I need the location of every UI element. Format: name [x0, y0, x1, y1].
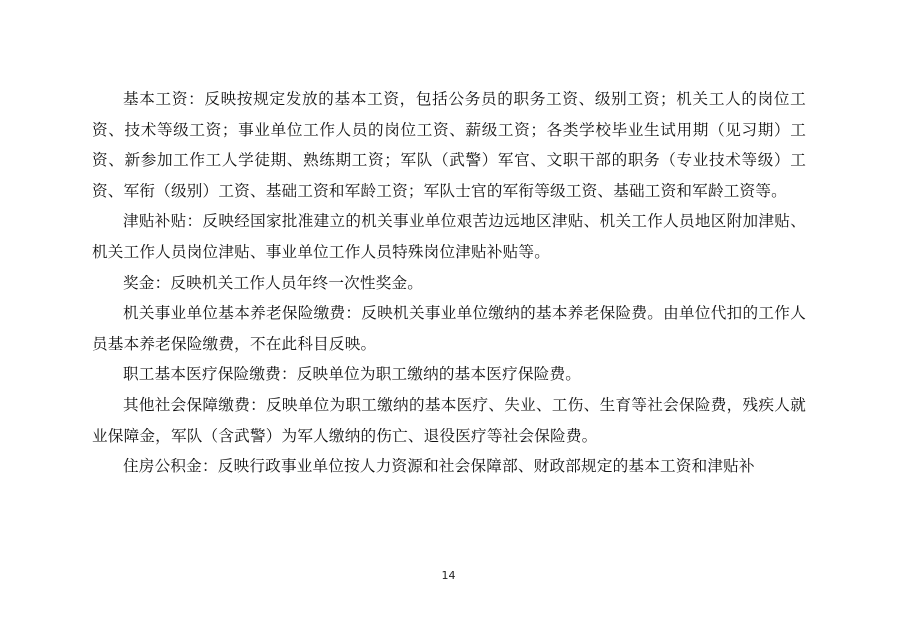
paragraph-text: ：反映机关工作人员年终一次性奖金。	[154, 273, 424, 292]
paragraph-term: 基本工资	[123, 90, 189, 108]
paragraph-bonus	[92, 268, 806, 299]
paragraph-basic-salary	[92, 84, 806, 206]
paragraph-text: ：反映经国家批准建立的机关事业单位艰苦边远地区津贴、机关工作人员地区附加津贴、机关工作人员岗位津贴、事业单位工作人员特殊岗位津贴补贴等。	[92, 212, 806, 261]
paragraph-text: ：反映单位为职工缴纳的基本医疗保险费。	[280, 365, 582, 384]
paragraph-text: ：反映按规定发放的基本工资，包括公务员的职务工资、级别工资；机关工人的岗位工资、技术等级工资；事业单位工作人员的岗位工资、薪级工资；各类学校毕业生试用期（见习期）工资、新参加工作工人学徒期、熟练期工资；军队（武警）军官、文职干部的职务（专业技术等级）工资、军衔（级别）工资、基础工资和军龄工资；军队士官的军衔等级工资、基础工资和军龄工资等。	[92, 90, 806, 200]
paragraph-medical-insurance	[92, 359, 806, 390]
page-number: 14	[441, 569, 456, 582]
paragraph-term: 住房公积金	[123, 457, 202, 476]
paragraph-term: 奖金	[123, 273, 155, 292]
paragraph-term: 津贴补贴	[123, 212, 187, 231]
paragraph-housing-fund	[92, 451, 806, 482]
paragraph-term: 机关事业单位基本养老保险缴费	[123, 304, 346, 323]
paragraph-text: ：反映行政事业单位按人力资源和社会保障部、财政部规定的基本工资和津贴补	[201, 457, 755, 476]
paragraph-pension-insurance	[92, 298, 806, 359]
paragraph-text: ：反映机关事业单位缴纳的基本养老保险费。由单位代扣的工作人员基本养老保险缴费，不在此科目反映。	[92, 304, 806, 353]
body-text	[92, 84, 806, 482]
paragraph-other-social-security	[92, 390, 806, 451]
paragraph-text: ：反映单位为职工缴纳的基本医疗、失业、工伤、生育等社会保险费，残疾人就业保障金，军队（含武警）为军人缴纳的伤亡、退役医疗等社会保险费。	[92, 395, 806, 445]
paragraph-term: 职工基本医疗保险缴费	[123, 365, 281, 384]
paragraph-term: 其他社会保障缴费	[123, 395, 251, 414]
paragraph-allowances	[92, 206, 806, 267]
